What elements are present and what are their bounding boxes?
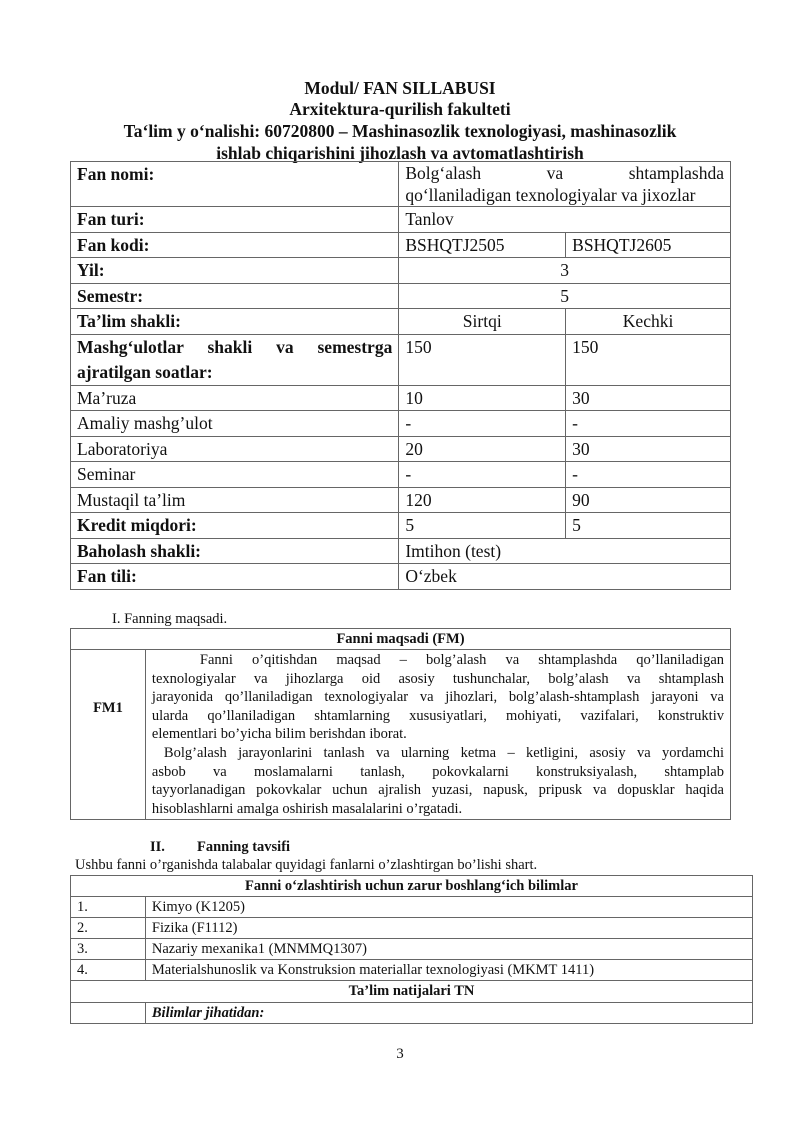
baholash-label: Baholash shakli: xyxy=(71,538,399,564)
prereq-num: 1. xyxy=(71,897,146,918)
fm-code: FM1 xyxy=(71,650,146,820)
kredit-2: 5 xyxy=(566,513,731,539)
table-row xyxy=(71,918,753,939)
section1-heading: I. Fanning maqsadi. xyxy=(112,611,228,627)
row-label: Amaliy mashg’ulot xyxy=(71,411,399,437)
fan-tili-label: Fan tili: xyxy=(71,564,399,590)
yil-label: Yil: xyxy=(71,258,399,284)
kredit-1: 5 xyxy=(399,513,566,539)
table-row xyxy=(71,258,731,284)
prereq-num: 3. xyxy=(71,939,146,960)
fan-tili-value: O‘zbek xyxy=(399,564,731,590)
table-row xyxy=(71,650,731,820)
fan-turi-value: Tanlov xyxy=(399,207,731,233)
fan-kodi-label: Fan kodi: xyxy=(71,232,399,258)
table-row xyxy=(71,876,753,897)
goal-table-title: Fanni maqsadi (FM) xyxy=(71,629,731,650)
table-row xyxy=(71,334,731,385)
outcomes-title: Ta’lim natijalari TN xyxy=(71,981,753,1003)
table-row xyxy=(71,436,731,462)
prereq-name: Fizika (F1112) xyxy=(145,918,752,939)
prereq-num: 4. xyxy=(71,960,146,981)
row-value-1: 10 xyxy=(399,385,566,411)
mashgulot-label-line1: Mashg‘ulotlar shakli va semestrga xyxy=(77,336,393,357)
table-row xyxy=(71,207,731,233)
semestr-label: Semestr: xyxy=(71,283,399,309)
fan-kodi-2: BSHQTJ2605 xyxy=(566,232,731,258)
table-row xyxy=(71,1003,753,1024)
row-label: Mustaqil ta’lim xyxy=(71,487,399,513)
fm-para1-line: jarayonida qo’llaniladigan texnologiyalar va jihozlari, bolg’alash-shtamplash jarayoni va xyxy=(151,689,724,706)
section2-heading: Fanning tavsifi xyxy=(197,839,291,855)
row-label: Seminar xyxy=(71,462,399,488)
row-value-2: 30 xyxy=(566,436,731,462)
talim-shakli-2: Kechki xyxy=(566,309,731,335)
mashgulot-2: 150 xyxy=(566,334,731,385)
row-value-2: 30 xyxy=(566,385,731,411)
fan-kodi-1: BSHQTJ2505 xyxy=(399,232,566,258)
fm-para1-line: Fanni o’qitishdan maqsad – bolg’alash va shtamplashda qo’llaniladigan xyxy=(199,652,724,668)
page-number: 3 xyxy=(396,1046,404,1062)
section2-intro: Ushbu fanni o’rganishda talabalar quyidagi fanlarni o’zlashtirgan bo’lishi shart. xyxy=(75,857,538,873)
table-row xyxy=(71,385,731,411)
program-title-line2: ishlab chiqarishini jihozlash va avtomatlashtirish xyxy=(216,143,584,163)
fm-para2-line: hisoblashlarni amalga oshirish masalalarini o’rgatadi. xyxy=(151,800,463,817)
prereq-name: Kimyo (K1205) xyxy=(145,897,752,918)
fm-para2-line: asbob va moslamalarni tanlash, pokovkalarni konstruksiyalash, shtamplab xyxy=(151,763,724,780)
fm-para1-line: elementlari bo’yicha bilim berishdan iborat. xyxy=(151,726,407,743)
semestr-value: 5 xyxy=(399,283,731,309)
table-row xyxy=(71,411,731,437)
table-row xyxy=(71,960,753,981)
table-row xyxy=(71,629,731,650)
doc-title: Modul/ FAN SILLABUSI xyxy=(304,78,496,98)
table-row xyxy=(71,939,753,960)
kredit-label: Kredit miqdori: xyxy=(71,513,399,539)
row-value-2: - xyxy=(566,411,731,437)
yil-value: 3 xyxy=(399,258,731,284)
talim-shakli-1: Sirtqi xyxy=(399,309,566,335)
outcomes-subheading: Bilimlar jihatidan: xyxy=(145,1003,752,1024)
fan-nomi-value xyxy=(399,162,731,207)
fm-para2-line: Bolg’alash jarayonlarini tanlash va ularning ketma – ketligini, asosiy va yordamchi xyxy=(163,744,724,761)
table-row xyxy=(71,462,731,488)
fm-para2-line: tayyorlanadigan pokovkalar uchun ajralish yuzasi, napusk, pripusk va dopusklar haqida xyxy=(151,782,724,799)
table-row xyxy=(71,162,731,207)
mashgulot-1: 150 xyxy=(399,334,566,385)
row-label: Ma’ruza xyxy=(71,385,399,411)
prereq-name: Nazariy mexanika1 (MNMMQ1307) xyxy=(145,939,752,960)
fan-nomi-line1: Bolg‘alash va shtamplashda xyxy=(405,163,724,183)
fm-para1-line: texnologiyalar va jihozlarga oid asosiy tushunchalar, bolg’alash va shtamplash xyxy=(151,670,724,687)
table-row xyxy=(71,232,731,258)
section2-number: II. xyxy=(150,839,165,855)
table-row xyxy=(71,283,731,309)
table-row xyxy=(71,981,753,1003)
table-row xyxy=(71,897,753,918)
table-row xyxy=(71,309,731,335)
outcomes-empty-cell xyxy=(71,1003,146,1024)
fan-turi-label: Fan turi: xyxy=(71,207,399,233)
table-row xyxy=(71,538,731,564)
fan-nomi-label: Fan nomi: xyxy=(71,162,399,207)
prereq-num: 2. xyxy=(71,918,146,939)
fan-nomi-line2: qo‘llaniladigan texnologiyalar va jixozlar xyxy=(405,185,696,205)
table-row xyxy=(71,487,731,513)
row-value-1: - xyxy=(399,411,566,437)
row-value-2: 90 xyxy=(566,487,731,513)
row-value-2: - xyxy=(566,462,731,488)
fm-para1-line: ularda qo’llaniladigan shtamlarning xususiyatlari, mohiyati, vazifalari, konstruktiv xyxy=(151,707,724,724)
table-row xyxy=(71,513,731,539)
table-row xyxy=(71,564,731,590)
course-info-table xyxy=(70,161,731,590)
prereq-name: Materialshunoslik va Konstruksion materiallar texnologiyasi (MKMT 1411) xyxy=(145,960,752,981)
row-label: Laboratoriya xyxy=(71,436,399,462)
mashgulot-label-line2: ajratilgan soatlar: xyxy=(77,361,213,382)
row-value-1: 120 xyxy=(399,487,566,513)
row-value-1: 20 xyxy=(399,436,566,462)
goal-table xyxy=(70,628,731,820)
program-title-line1: Ta‘lim y o‘nalishi: 60720800 – Mashinasozlik texnologiyasi, mashinasozlik xyxy=(123,121,677,141)
prereq-table xyxy=(70,875,753,1024)
baholash-value: Imtihon (test) xyxy=(399,538,731,564)
fm-description xyxy=(145,650,730,820)
faculty-title: Arxitektura-qurilish fakulteti xyxy=(289,99,511,119)
mashgulot-label xyxy=(71,334,399,385)
talim-shakli-label: Ta’lim shakli: xyxy=(71,309,399,335)
prereq-table-title: Fanni o‘zlashtirish uchun zarur boshlang‘ich bilimlar xyxy=(71,876,753,897)
row-value-1: - xyxy=(399,462,566,488)
